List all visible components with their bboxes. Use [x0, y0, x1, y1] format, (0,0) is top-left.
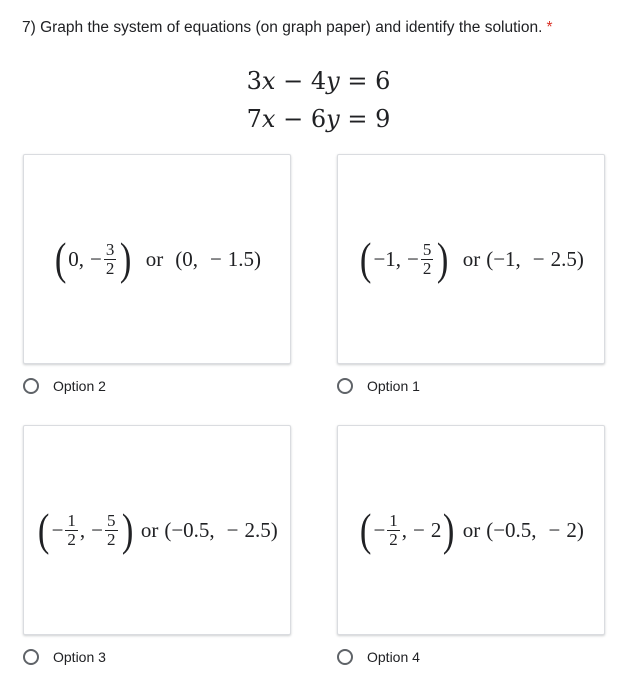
equation-2: 7x − 6y = 9: [246, 105, 391, 133]
question-text: 7) Graph the system of equations (on graph paper) and identify the solution.: [22, 19, 543, 36]
option-3-math: ( − $\frac{1}{2}$ , − $\frac{5}{2}$ ) or ( −0.5 , − 2.5 ): [38, 504, 278, 555]
radio-button[interactable]: [337, 649, 353, 665]
question-title: [22, 19, 552, 37]
radio-button[interactable]: [337, 378, 353, 394]
option-3-image-card[interactable]: [23, 425, 291, 635]
required-mark: *: [546, 19, 553, 36]
option-2-math: ( 0 , − $\frac{3}{2}$ ) or ( 0 , − 1.5 ): [54, 233, 262, 284]
equation-system: [0, 62, 637, 138]
option-4-radio[interactable]: [337, 649, 420, 665]
option-3-radio[interactable]: [23, 649, 106, 665]
option-2-radio[interactable]: [23, 378, 106, 394]
option-1-radio[interactable]: [337, 378, 420, 394]
option-4-image-card[interactable]: [337, 425, 605, 635]
option-4-label: Option 4: [367, 649, 420, 665]
option-1-label: Option 1: [367, 378, 420, 394]
option-3-label: Option 3: [53, 649, 106, 665]
option-1-image-card[interactable]: [337, 154, 605, 364]
option-2-image-card[interactable]: [23, 154, 291, 364]
radio-button[interactable]: [23, 378, 39, 394]
radio-button[interactable]: [23, 649, 39, 665]
option-2-label: Option 2: [53, 378, 106, 394]
equation-1: 3x − 4y = 6: [246, 67, 391, 95]
option-4-math: ( − $\frac{1}{2}$ , − 2 ) or ( −0.5 , − 2 ): [360, 504, 584, 555]
option-1-math: ( −1 , − $\frac{5}{2}$ ) or ( −1 , − 2.5 ): [360, 233, 584, 284]
